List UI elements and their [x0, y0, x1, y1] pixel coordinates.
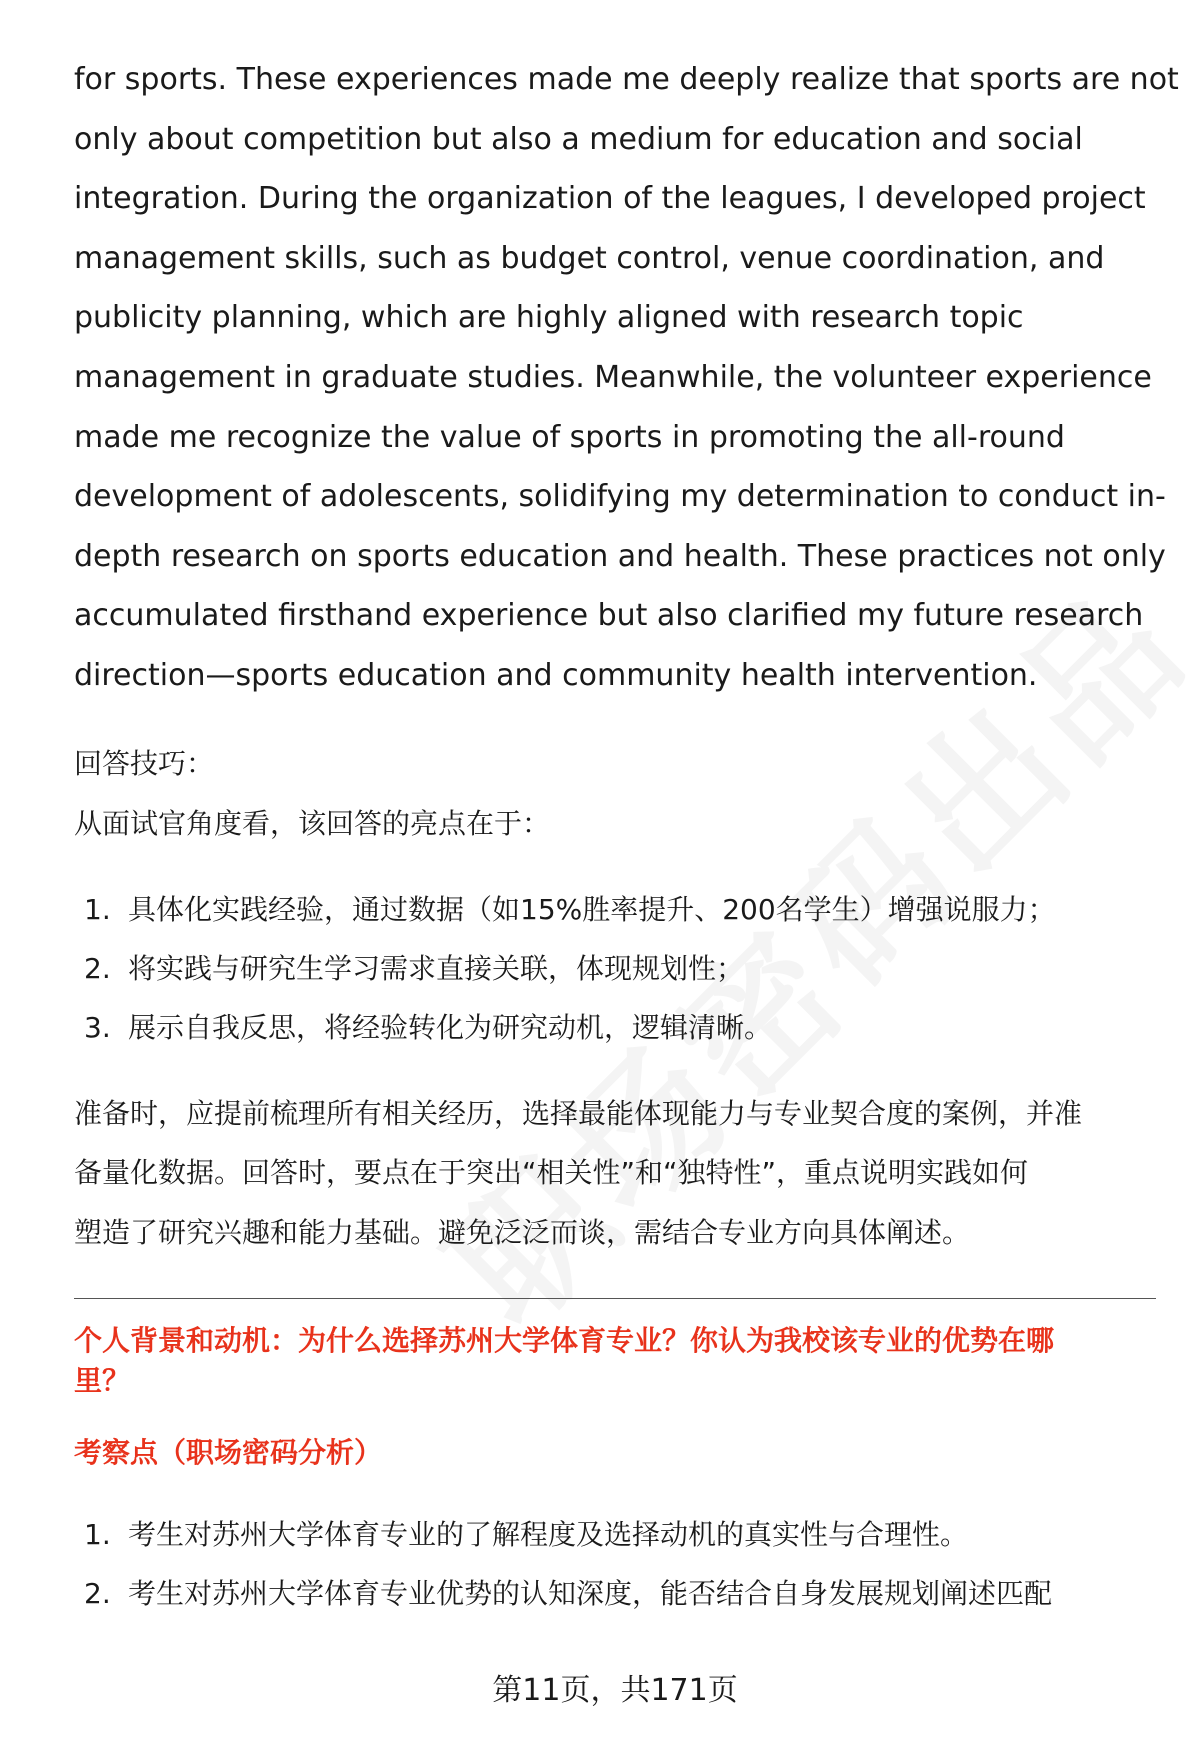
- list-text: 考生对苏州大学体育专业优势的认知深度，能否结合自身发展规划阐述匹配: [128, 1577, 1053, 1611]
- question-title-line: 里？: [74, 1364, 131, 1398]
- answer-line: accumulated firsthand experience but also clarified my future research: [74, 598, 1144, 634]
- question-title-line: 个人背景和动机：为什么选择苏州大学体育专业？你认为我校该专业的优势在哪: [74, 1324, 1055, 1358]
- analysis-heading: 考察点（职场密码分析）: [74, 1436, 383, 1470]
- tips-label: 回答技巧：: [74, 746, 215, 780]
- page-number: 第11页，共171页: [492, 1673, 738, 1708]
- list-number: 1.: [84, 892, 111, 926]
- list-text: 考生对苏州大学体育专业的了解程度及选择动机的真实性与合理性。: [128, 1518, 969, 1552]
- answer-paragraph: [74, 50, 1179, 706]
- advice-paragraph: [74, 1084, 1154, 1263]
- advice-line: 塑造了研究兴趣和能力基础。避免泛泛而谈，需结合专业方向具体阐述。: [74, 1215, 971, 1249]
- list-number: 2.: [84, 1577, 111, 1611]
- list-text: 将实践与研究生学习需求直接关联，体现规划性；: [128, 951, 745, 985]
- advice-line: 准备时，应提前梳理所有相关经历，选择最能体现能力与专业契合度的案例，并准: [74, 1096, 1083, 1130]
- list-item: [74, 1515, 1154, 1555]
- answer-line: development of adolescents, solidifying my determination to conduct in-: [74, 479, 1166, 515]
- analysis-points-list: [74, 1515, 1154, 1614]
- page-content: [74, 50, 1179, 1633]
- answer-line: management skills, such as budget control, venue coordination, and: [74, 240, 1105, 276]
- answer-line: depth research on sports education and health. These practices not only: [74, 538, 1166, 574]
- advice-line: 备量化数据。回答时，要点在于突出“相关性”和“独特性”，重点说明实践如何: [74, 1156, 1029, 1190]
- list-item: [74, 890, 1154, 930]
- list-item: [74, 1008, 1154, 1048]
- answer-line: only about competition but also a medium for education and social: [74, 121, 1083, 157]
- answer-line: direction—sports education and community health intervention.: [74, 657, 1038, 693]
- answer-line: made me recognize the value of sports in promoting the all-round: [74, 419, 1065, 455]
- question-title: [74, 1321, 1154, 1401]
- answer-line: management in graduate studies. Meanwhile, the volunteer experience: [74, 359, 1152, 395]
- section-divider: [74, 1298, 1156, 1299]
- answer-line: for sports. These experiences made me deeply realize that sports are not: [74, 62, 1179, 97]
- answer-line: publicity planning, which are highly aligned with research topic: [74, 300, 1024, 336]
- list-number: 2.: [84, 951, 111, 985]
- list-text: 展示自我反思，将经验转化为研究动机，逻辑清晰。: [128, 1010, 773, 1044]
- list-number: 3.: [84, 1010, 111, 1044]
- list-text: 具体化实践经验，通过数据（如15%胜率提升、200名学生）增强说服力；: [128, 892, 1056, 926]
- answer-line: integration. During the organization of the leagues, I developed project: [74, 181, 1146, 217]
- list-item: [74, 1574, 1154, 1614]
- list-number: 1.: [84, 1518, 111, 1552]
- tips-points-list: [74, 890, 1154, 1048]
- list-item: [74, 949, 1154, 989]
- tips-intro: 从面试官角度看，该回答的亮点在于：: [74, 806, 551, 840]
